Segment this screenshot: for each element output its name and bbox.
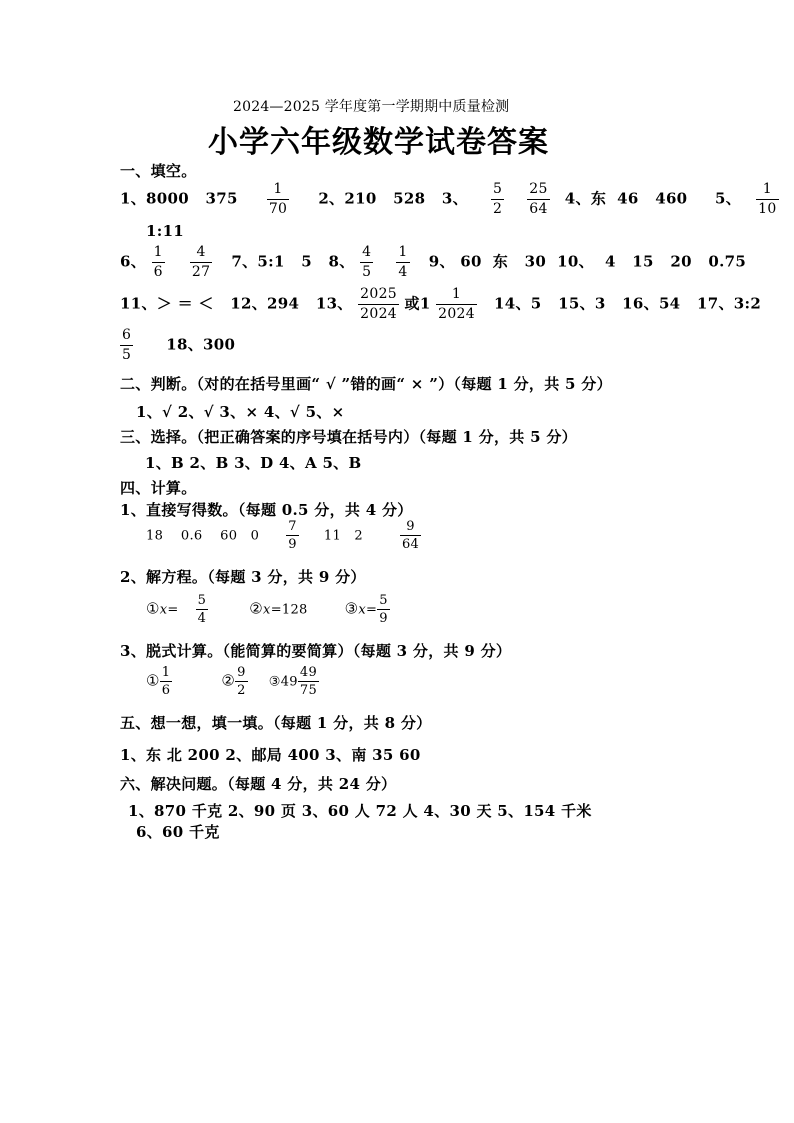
variable-x: x (159, 602, 168, 618)
section4-heading: 四、计算。 (120, 479, 197, 497)
section1-row2 (120, 243, 746, 282)
answer-text: 1、8000 375 (120, 189, 238, 208)
item-marker: ③ (344, 599, 359, 618)
fraction-numerator: 2025 (360, 286, 397, 302)
answer-text: 7、5:1 5 8、 (231, 252, 355, 271)
fraction (491, 180, 504, 219)
fraction-numerator: 1 (451, 286, 462, 302)
section3-heading: 三、选择。（把正确答案的序号填在括号内）（每题 1 分，共 5 分） (120, 428, 577, 446)
section1-row4 (120, 326, 235, 365)
fraction (190, 243, 212, 282)
item-marker: ① (146, 599, 160, 618)
fraction-numerator: 1 (153, 244, 163, 260)
item-marker: ① (146, 671, 160, 690)
fraction (436, 285, 477, 324)
fraction-denominator: 9 (288, 537, 297, 552)
fraction-numerator: 1 (161, 665, 171, 680)
fraction (527, 180, 549, 219)
answer-text: 14、5 15、3 16、54 17、3:2 (494, 294, 762, 313)
fraction (360, 243, 373, 282)
fraction-numerator: 1 (398, 244, 408, 260)
variable-x: x (263, 602, 271, 618)
fraction-numerator: 25 (529, 181, 548, 197)
answer-text: =128 (270, 602, 308, 618)
item-marker: ② (249, 599, 264, 618)
fraction-denominator: 64 (529, 201, 548, 217)
section3-answers: 1、B 2、B 3、D 4、A 5、B (145, 454, 362, 472)
fraction-denominator: 2024 (360, 306, 397, 322)
page-title: 小学六年级数学试卷答案 (208, 125, 549, 160)
answer-text: 18 0.6 60 0 (146, 528, 260, 544)
section2-answers: 1、√ 2、√ 3、× 4、√ 5、× (136, 403, 345, 421)
fraction-denominator: 4 (398, 264, 408, 280)
fraction (358, 285, 399, 324)
answer-text: 或1 (404, 294, 431, 313)
fraction-numerator: 5 (197, 593, 207, 608)
fraction-denominator: 2 (493, 201, 503, 217)
fraction-denominator: 70 (268, 201, 288, 217)
fraction-numerator: 4 (362, 244, 372, 260)
answer-text: 11 2 (323, 528, 363, 544)
section4-sub2-heading: 2、解方程。（每题 3 分，共 9 分） (120, 568, 366, 586)
section6-answers-line1: 1、870 千克 2、90 页 3、60 人 72 人 4、30 天 5、154 千米 (128, 802, 592, 820)
answer-text: 18、300 (166, 335, 236, 354)
fraction-numerator: 1 (762, 181, 772, 197)
fraction (400, 518, 421, 553)
fraction-denominator: 5 (122, 347, 132, 363)
section4-sub1-heading: 1、直接写得数。（每题 0.5 分，共 4 分） (120, 501, 413, 519)
section4-sub3-answers (146, 664, 319, 699)
fraction-denominator: 5 (362, 264, 372, 280)
fraction (152, 243, 165, 282)
section6-heading: 六、解决问题。（每题 4 分，共 24 分） (120, 775, 397, 793)
fraction-numerator: 7 (288, 519, 297, 534)
section4-sub1-answers (146, 518, 421, 553)
section1-row1 (120, 180, 779, 219)
fraction (267, 180, 289, 219)
fraction-numerator: 4 (196, 244, 206, 260)
answer-text: 11、＞ ＝ ＜ 12、294 13、 (120, 294, 353, 313)
fraction-denominator: 4 (197, 611, 207, 626)
fraction (286, 518, 299, 553)
fraction (756, 180, 778, 219)
answer-text: 9、 60 东 30 10、 4 15 20 0.75 (428, 252, 747, 271)
fraction (396, 243, 409, 282)
fraction-numerator: 9 (237, 665, 246, 680)
fraction-denominator: 6 (161, 683, 171, 698)
fraction (235, 664, 248, 699)
fraction-denominator: 64 (401, 537, 420, 552)
section5-heading: 五、想一想，填一填。（每题 1 分，共 8 分） (120, 714, 432, 732)
fraction-numerator: 1 (273, 181, 283, 197)
section1-row3 (120, 285, 761, 324)
fraction-numerator: 5 (493, 181, 503, 197)
equals-sign: = (167, 602, 179, 618)
section1-heading: 一、填空。 (120, 162, 197, 180)
fraction-denominator: 10 (758, 201, 777, 217)
fraction (196, 592, 209, 627)
exam-subtitle: 2024—2025 学年度第一学期期中质量检测 (233, 99, 510, 115)
answer-text: 6、 (120, 252, 147, 271)
fraction-denominator: 2024 (438, 306, 475, 322)
fraction-denominator: 27 (191, 264, 211, 280)
fraction-numerator: 5 (379, 593, 388, 608)
section6-answers-line2: 6、60 千克 (136, 823, 220, 841)
fraction (120, 326, 133, 365)
fraction-denominator: 2 (237, 683, 246, 698)
section4-sub3-heading: 3、脱式计算。（能简算的要简算）（每题 3 分，共 9 分） (120, 642, 512, 660)
item-marker: ③49 (268, 674, 298, 690)
answer-text: 4、东 46 460 5、 (564, 189, 742, 208)
section2-heading: 二、判断。（对的在括号里画“ √ ”错的画“ × ”）（每题 1 分，共 5 分） (120, 375, 612, 393)
fraction-denominator: 75 (299, 683, 318, 698)
item-marker: ② (221, 671, 236, 690)
fraction-denominator: 9 (379, 611, 388, 626)
fraction-numerator: 49 (299, 665, 318, 680)
section5-answers: 1、东 北 200 2、邮局 400 3、南 35 60 (120, 746, 421, 764)
section4-sub2-answers (146, 592, 390, 627)
variable-x: x (358, 602, 367, 618)
answer-text: 2、210 528 3、 (318, 189, 468, 208)
fraction-numerator: 6 (122, 327, 132, 343)
section1-row1-continued: 1:11 (146, 222, 185, 240)
equals-sign: = (366, 602, 378, 618)
fraction (298, 664, 319, 699)
fraction (160, 664, 173, 699)
fraction-numerator: 9 (406, 519, 415, 534)
fraction (377, 592, 390, 627)
fraction-denominator: 6 (153, 264, 163, 280)
